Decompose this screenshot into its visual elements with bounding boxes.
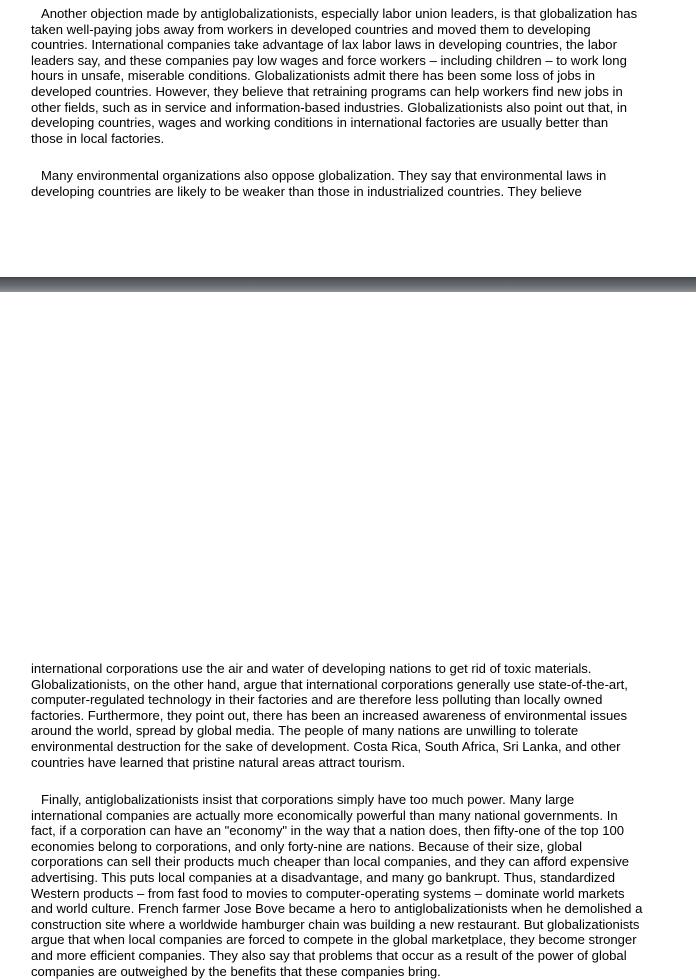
text-line: international companies are actually more economically powerful than many national governments. In: [31, 807, 618, 823]
text-line: Finally, antiglobalizationists insist that corporations simply have too much power. Many large: [41, 792, 575, 807]
text-line: international corporations use the air and water of developing nations to get rid of toxic materials.: [31, 661, 592, 676]
text-line: developing countries, wages and working conditions in international factories are usually better than: [31, 115, 609, 131]
text-line: those in local factories.: [31, 130, 165, 146]
text-line: countries. International companies take advantage of lax labor laws in developing countries, the labor: [31, 37, 617, 53]
text-line: construction site where a worldwide hamburger chain was building a new restaurant. But globalizationists: [31, 916, 640, 932]
text-line: Western products – from fast food to movies to computer-operating systems – dominate world markets: [31, 885, 625, 901]
text-line: around the world, spread by global media. The people of many nations are unwilling to tolerate: [31, 723, 579, 739]
text-line: and world culture. French farmer Jose Bove became a hero to antiglobalizationists when he demolished a: [31, 901, 643, 917]
text-line: Many environmental organizations also oppose globalization. They say that environmental laws in: [41, 168, 607, 183]
text-line: environmental destruction for the sake of development. Costa Rica, South Africa, Sri Lanka, and other: [31, 738, 621, 754]
text-line: taken well-paying jobs away from workers in developed countries and moved them to developing: [31, 21, 591, 37]
text-line: developed countries. However, they believe that retraining programs can help workers find new jobs in: [31, 83, 623, 99]
text-line: companies are outweighed by the benefits that these companies bring.: [31, 963, 441, 979]
text-line: other fields, such as in service and information-based industries. Globalizationists also point out that, in: [31, 99, 628, 115]
text-line: Globalizationists, on the other hand, argue that international corporations generally use state-of-the-art,: [31, 676, 628, 692]
page-separator: [0, 277, 696, 292]
document-page-2: [0, 292, 696, 979]
text-line: computer-regulated technology in their factories and are therefore less polluting than locally owned: [31, 692, 603, 708]
text-line: corporations can sell their products much cheaper than local companies, and they can afford expensive: [31, 854, 630, 870]
text-line: Another objection made by antiglobalizationists, especially labor union leaders, is that globalization has: [41, 6, 638, 21]
text-line: factories. Furthermore, they point out, there has been an increased awareness of environmental issues: [31, 707, 628, 723]
text-line: and more efficient companies. They also say that problems that occur as a result of the power of global: [31, 947, 627, 963]
text-line: hours in unsafe, miserable conditions. Globalizationists admit there has been some loss of jobs in: [31, 68, 596, 84]
text-line: leaders say, and these companies pay low wages and force workers – including children – to work long: [31, 52, 627, 68]
text-line: countries have learned that pristine natural areas attract tourism.: [31, 754, 406, 770]
text-line: advertising. This puts local companies at a disadvantage, and many go bankrupt. Thus, standardized: [31, 869, 615, 885]
paragraph-environmental-continued: [31, 661, 681, 770]
paragraph-environmental-start: [31, 168, 681, 199]
paragraph-corporate-power: [31, 792, 681, 979]
text-line: argue that when local companies are forced to compete in the global marketplace, they become stronger: [31, 932, 637, 948]
text-line: economies belong to corporations, and only forty-nine are nations. Because of their size, global: [31, 838, 582, 854]
text-line: developing countries are likely to be weaker than those in industrialized countries. They believe: [31, 183, 582, 199]
document-page-1: [0, 0, 696, 277]
text-line: fact, if a corporation can have an "economy" in the way that a nation does, then fifty-one of the top 100: [31, 823, 625, 839]
paragraph-labor-objection: [31, 6, 681, 146]
